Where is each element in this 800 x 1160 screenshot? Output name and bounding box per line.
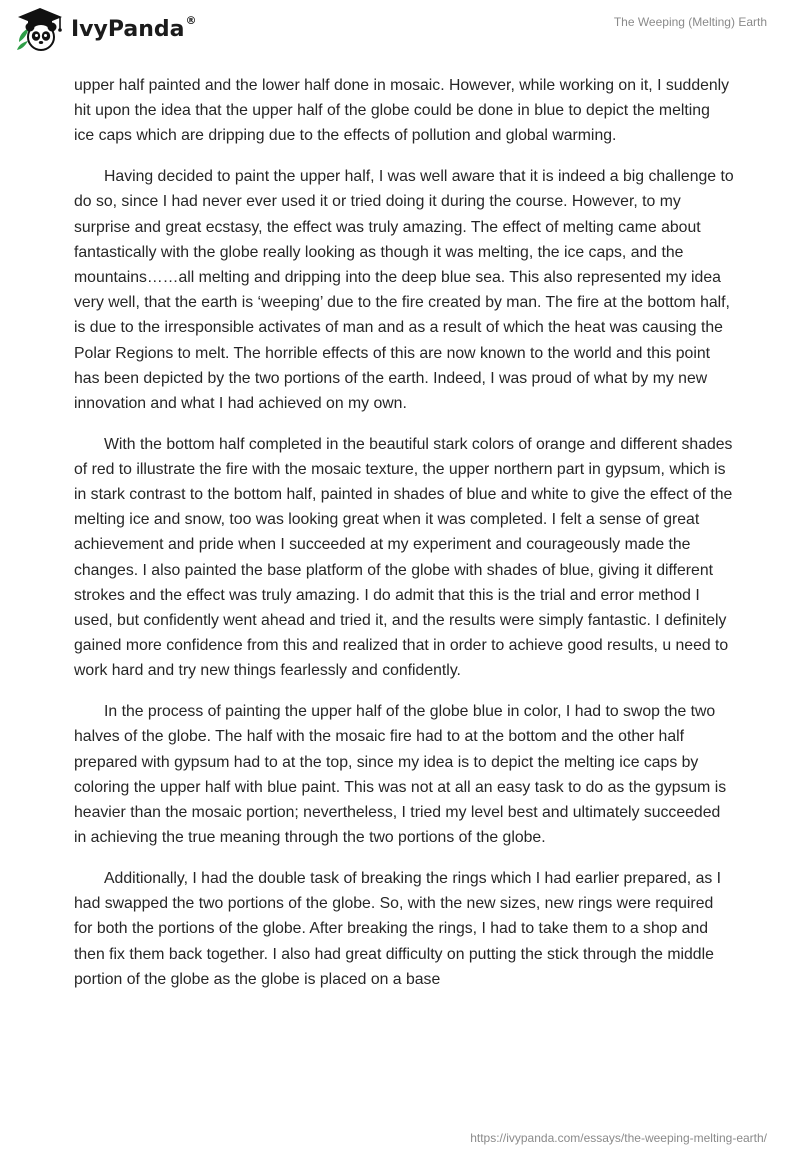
source-url-link[interactable]: https://ivypanda.com/essays/the-weeping-melting-earth/ xyxy=(470,1131,767,1145)
paragraph: upper half painted and the lower half done in mosaic. However, while working on it, I suddenly hit upon the idea that the upper half of the globe could be done in blue to depict the melting ice caps which are dripping due to the effects of pollution and global warming. xyxy=(74,77,730,145)
paragraph: Additionally, I had the double task of breaking the rings which I had earlier prepared, as I had swapped the two portions of the globe. So, with the new sizes, new rings were required for both the portions of the globe. After breaking the rings, I had to take them to a shop and then fix them back together. I also had great difficulty on putting the stick through the middle portion of the globe as the globe is placed on a base xyxy=(74,869,722,988)
brand-name: IvyPanda® xyxy=(71,14,197,42)
paragraph: In the process of painting the upper half of the globe blue in color, I had to swop the two halves of the globe. The half with the mosaic fire had to at the bottom and the other half prepared with gypsum had to at the top, since my idea is to depict the melting ice caps by coloring the upper half with blue paint. This was not at all an easy task to do as the gypsum is heavier than the mosaic portion; nevertheless, I tried my level best and ultimately succeeded in achieving the true meaning through the two portions of the globe. xyxy=(74,703,727,847)
ivypanda-logo[interactable] xyxy=(15,6,197,52)
paragraph: With the bottom half completed in the beautiful stark colors of orange and different shades of red to illustrate the fire with the mosaic texture, the upper northern part in gypsum, which is in stark contrast to the bottom half, painted in shades of blue and white to give the effect of the melting ice and snow, too was looking great when it was completed. I felt a sense of great achievement and pride when I succeeded at my experiment and courageously made the changes. I also painted the base platform of the globe with shades of blue, giving it different strokes and the effect was truly amazing. I do admit that this is the trial and error method I used, but confidently went ahead and tried it, and the results were simply fantastic. I definitely gained more confidence from this and realized that in order to achieve good results, u need to work hard and try new things fearlessly and confidently. xyxy=(74,435,733,680)
paragraph: Having decided to paint the upper half, I was well aware that it is indeed a big challenge to do so, since I had never ever used it or tried doing it during the course. However, to my surprise and great ecstasy, the effect was truly amazing. The effect of melting came about fantastically with the globe really looking as though it was melting, the ice caps, and the mountains……all melting and dripping into the deep blue sea. This also represented my idea very well, that the earth is ‘weeping’ due to the fire created by man. The fire at the bottom half, is due to the irresponsible activates of man and as a result of which the heat was causing the Polar Regions to melt. The horrible effects of this are now known to the world and this point has been depicted by the two portions of the earth. Indeed, I was proud of what by my new innovation and what I had achieved on my own. xyxy=(74,168,734,412)
essay-body xyxy=(74,73,734,1007)
panda-graduation-cap-icon xyxy=(15,6,65,52)
page-header xyxy=(0,0,800,70)
document-title: The Weeping (Melting) Earth xyxy=(613,15,767,29)
registered-mark: ® xyxy=(185,14,197,28)
